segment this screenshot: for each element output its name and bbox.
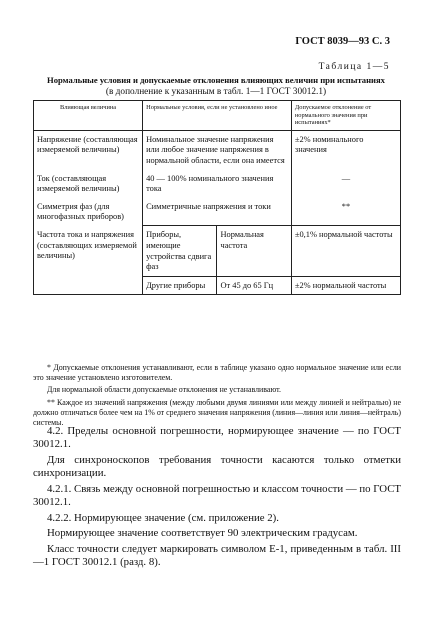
cell-quantity: Ток (составляющая измеряемой величины) [34, 170, 143, 198]
body-paragraph: 4.2.1. Связь между основной погрешностью и классом точности — по ГОСТ 30012.1. [33, 482, 401, 509]
table-notes [33, 363, 401, 430]
normal-conditions-table [33, 100, 401, 295]
table-subtitle: (в дополнение к указанным в табл. 1—1 ГОСТ 30012.1) [105, 87, 327, 97]
note-paragraph: Для нормальной области допускаемые отклонения не устанавливают. [47, 385, 282, 395]
cell-deviation: ** [291, 198, 400, 226]
table-header-row [34, 101, 401, 131]
cell-condition: Номинальное значение напряжения или любое значение напряжения в нормальной области, если она имеется [143, 130, 292, 169]
cell-deviation: ±2% номинального значения [291, 130, 400, 169]
table-title: Нормальные условия и допускаемые отклонения влияющих величин при испытаниях [47, 75, 385, 85]
cell-frequency: От 45 до 65 Гц [217, 276, 291, 295]
body-paragraph: 4.2. Пределы основной погрешности, нормирующее значение — по ГОСТ 30012.1. [33, 425, 401, 451]
cell-condition: 40 — 100% номинального значения тока [143, 170, 292, 198]
note-paragraph: ** Каждое из значений напряжения (между любыми двумя линиями или между линией и нейтралью) не должно отличаться более чем на 1% от среднего значения напряжения (линия—линия или линия—нейтраль) системы. [33, 397, 401, 428]
cell-device: Другие приборы [143, 276, 217, 295]
body-paragraph: Для синхроноскопов требования точности касаются только отметки синхронизации. [33, 453, 401, 480]
cell-deviation: — [291, 170, 400, 198]
header-quantity: Влияющая величина [34, 101, 143, 131]
table-number: Таблица 1—5 [318, 62, 390, 72]
table-row [34, 170, 401, 198]
body-paragraph: 4.2.2. Нормирующее значение (см. приложение 2). [47, 511, 279, 524]
table-row [34, 198, 401, 226]
cell-quantity: Симметрия фаз (для многофазных приборов) [34, 198, 143, 226]
body-text [33, 425, 401, 572]
cell-deviation: ±0,1% нормальной частоты [291, 226, 400, 276]
cell-frequency: Нормальная частота [217, 226, 291, 276]
table-row [34, 130, 401, 169]
body-paragraph: Класс точности следует маркировать символом Е-1, приведенным в табл. III—1 ГОСТ 30012.1 (разд. 8). [33, 543, 401, 569]
cell-device: Приборы, имеющие устройства сдвига фаз [143, 226, 217, 276]
cell-deviation: ±2% нормальной частоты [291, 276, 400, 295]
note-paragraph: * Допускаемые отклонения устанавливают, если в таблице указано одно нормальное значение или если это значение установлено изготовителем. [33, 363, 401, 383]
header-deviation: Допускаемое отклонение от нормального значения при испытаниях* [291, 101, 400, 131]
page-header: ГОСТ 8039—93 С. 3 [295, 36, 390, 47]
body-paragraph: Нормирующее значение соответствует 90 электрическим градусам. [47, 527, 358, 540]
header-condition: Нормальные условия, если не установлено иное [143, 101, 292, 131]
cell-quantity: Напряжение (составляющая измеряемой величины) [34, 130, 143, 169]
cell-quantity: Частота тока и напряжения (составляющих измеряемой величины) [34, 226, 143, 295]
cell-condition: Симметричные напряжения и токи [143, 198, 292, 226]
table-row [34, 226, 401, 276]
